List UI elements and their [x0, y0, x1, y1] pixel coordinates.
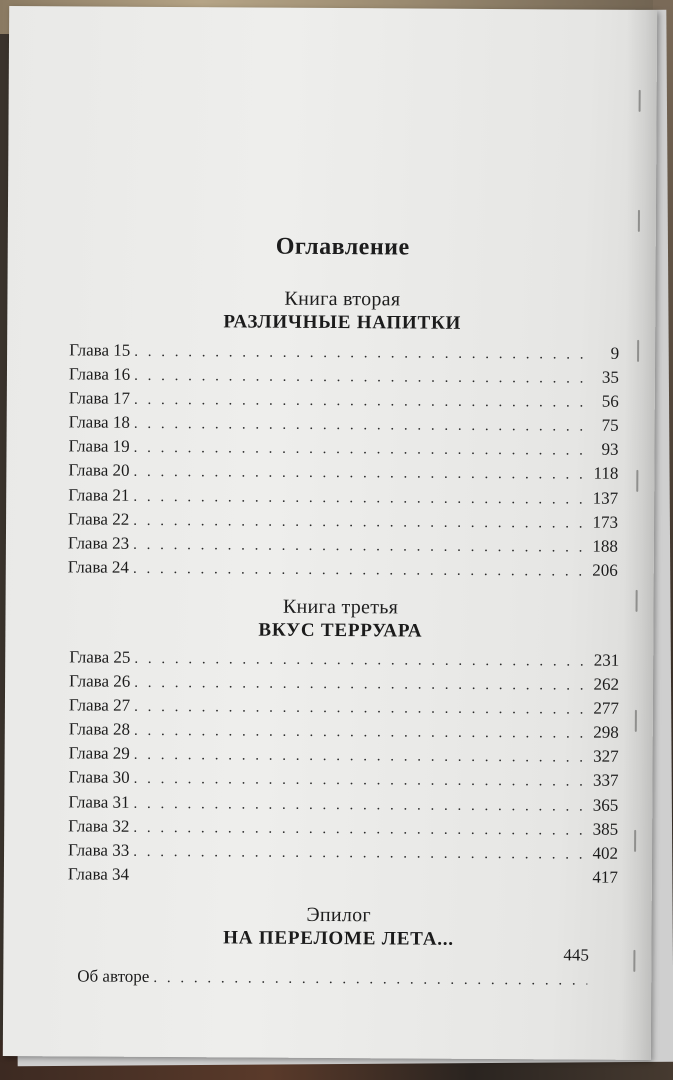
toc-entry[interactable]	[68, 816, 618, 843]
dot-leader	[134, 747, 585, 767]
binding-stitch	[637, 340, 639, 362]
dot-leader	[133, 464, 584, 484]
dot-leader	[153, 970, 587, 990]
page-number: 93	[601, 440, 619, 460]
page-number: 262	[593, 674, 620, 694]
dot-leader	[133, 512, 584, 532]
page-number: 56	[601, 391, 619, 411]
toc-entry[interactable]	[68, 840, 618, 867]
chapter-label: Глава 22	[68, 509, 130, 529]
book-two-title: РАЗЛИЧНЫЕ НАПИТКИ	[223, 311, 462, 334]
epilogue-label: Эпилог	[306, 903, 372, 927]
chapter-label: Глава 24	[67, 557, 130, 577]
page-number: 385	[592, 819, 619, 839]
book-three-title: ВКУС ТЕРРУАРА	[258, 619, 423, 642]
page-number: 173	[592, 512, 619, 532]
binding-stitch	[633, 950, 635, 972]
page-number: 231	[593, 650, 620, 670]
epilogue-title: НА ПЕРЕЛОМЕ ЛЕТА...	[223, 927, 454, 950]
chapter-label: Глава 23	[67, 533, 130, 553]
dot-leader	[133, 819, 584, 839]
toc-entry[interactable]	[69, 340, 619, 367]
binding-stitch	[634, 830, 636, 852]
page-number: 402	[592, 843, 619, 863]
page-number: 337	[592, 771, 619, 791]
page-number: 137	[592, 488, 619, 508]
dot-leader	[134, 771, 585, 791]
dot-leader	[133, 844, 584, 864]
chapter-label: Глава 32	[68, 816, 130, 836]
dot-leader	[134, 651, 585, 671]
page-number: 188	[592, 536, 618, 556]
dot-leader	[133, 795, 584, 815]
toc-entry[interactable]	[69, 364, 619, 391]
chapter-label: Глава 31	[68, 791, 130, 812]
chapter-label: Глава 27	[68, 695, 131, 715]
dot-leader	[133, 537, 584, 557]
page-number: 206	[592, 560, 618, 580]
page-number: 277	[593, 698, 619, 718]
dot-leader	[133, 488, 584, 508]
book-three-label: Книга третья	[282, 595, 399, 619]
toc-entry[interactable]	[68, 557, 618, 584]
chapter-label: Глава 18	[68, 412, 130, 433]
page-number: 365	[592, 795, 619, 815]
chapter-label: Глава 29	[68, 743, 130, 764]
dot-leader	[134, 368, 585, 388]
book-page	[3, 6, 657, 1060]
page-number: 327	[593, 746, 619, 767]
about-author-entry[interactable]	[77, 966, 587, 989]
toc-entry[interactable]	[68, 792, 618, 819]
dot-leader	[134, 392, 585, 412]
book-three-chapter-list	[68, 647, 619, 891]
toc-entry[interactable]	[68, 533, 618, 560]
page-number: 35	[601, 367, 620, 387]
toc-entry[interactable]	[69, 647, 619, 674]
chapter-label: Глава 15	[69, 340, 131, 360]
dot-leader	[134, 344, 585, 364]
dot-leader	[134, 416, 585, 436]
toc-entry[interactable]	[68, 864, 618, 891]
toc-entry[interactable]	[69, 672, 619, 699]
dot-leader	[134, 440, 585, 460]
page-number: 298	[593, 722, 619, 743]
chapter-label: Глава 26	[69, 671, 131, 691]
page-title: Оглавление	[275, 233, 410, 261]
page-number: 75	[601, 415, 619, 436]
toc-entry[interactable]	[69, 696, 619, 723]
dot-leader	[133, 880, 584, 883]
epilogue-page-number: 445	[563, 945, 589, 965]
toc-entry[interactable]	[69, 720, 619, 747]
binding-stitch	[635, 710, 637, 732]
dot-leader	[134, 699, 585, 719]
chapter-label: Глава 28	[68, 719, 131, 740]
chapter-label: Глава 21	[68, 484, 130, 505]
toc-entry[interactable]	[68, 437, 618, 464]
about-author-label: Об авторе	[77, 966, 150, 986]
page-number: 118	[593, 464, 619, 484]
toc-entry[interactable]	[69, 744, 619, 771]
chapter-label: Глава 30	[68, 767, 130, 788]
binding-stitch	[639, 90, 641, 112]
chapter-label: Глава 16	[68, 364, 131, 384]
toc-entry[interactable]	[68, 509, 618, 536]
book-two-chapter-list	[68, 340, 619, 584]
chapter-label: Глава 20	[68, 460, 130, 481]
toc-entry[interactable]	[69, 413, 619, 440]
binding-stitch	[636, 470, 638, 492]
chapter-label: Глава 19	[68, 436, 130, 457]
dot-leader	[134, 723, 585, 743]
chapter-label: Глава 33	[68, 840, 130, 860]
chapter-label: Глава 25	[69, 647, 131, 667]
book-two-label: Книга вторая	[284, 287, 401, 311]
chapter-label: Глава 34	[67, 864, 130, 884]
page-number: 9	[610, 343, 620, 363]
toc-entry[interactable]	[69, 389, 619, 416]
page-number: 417	[592, 867, 618, 887]
toc-entry[interactable]	[68, 768, 618, 795]
toc-entry[interactable]	[68, 461, 618, 488]
binding-stitch	[638, 210, 640, 232]
chapter-label: Глава 17	[68, 388, 131, 408]
dot-leader	[133, 561, 584, 581]
dot-leader	[134, 675, 585, 695]
toc-entry[interactable]	[68, 485, 618, 512]
page-spine-shadow	[621, 10, 657, 1060]
